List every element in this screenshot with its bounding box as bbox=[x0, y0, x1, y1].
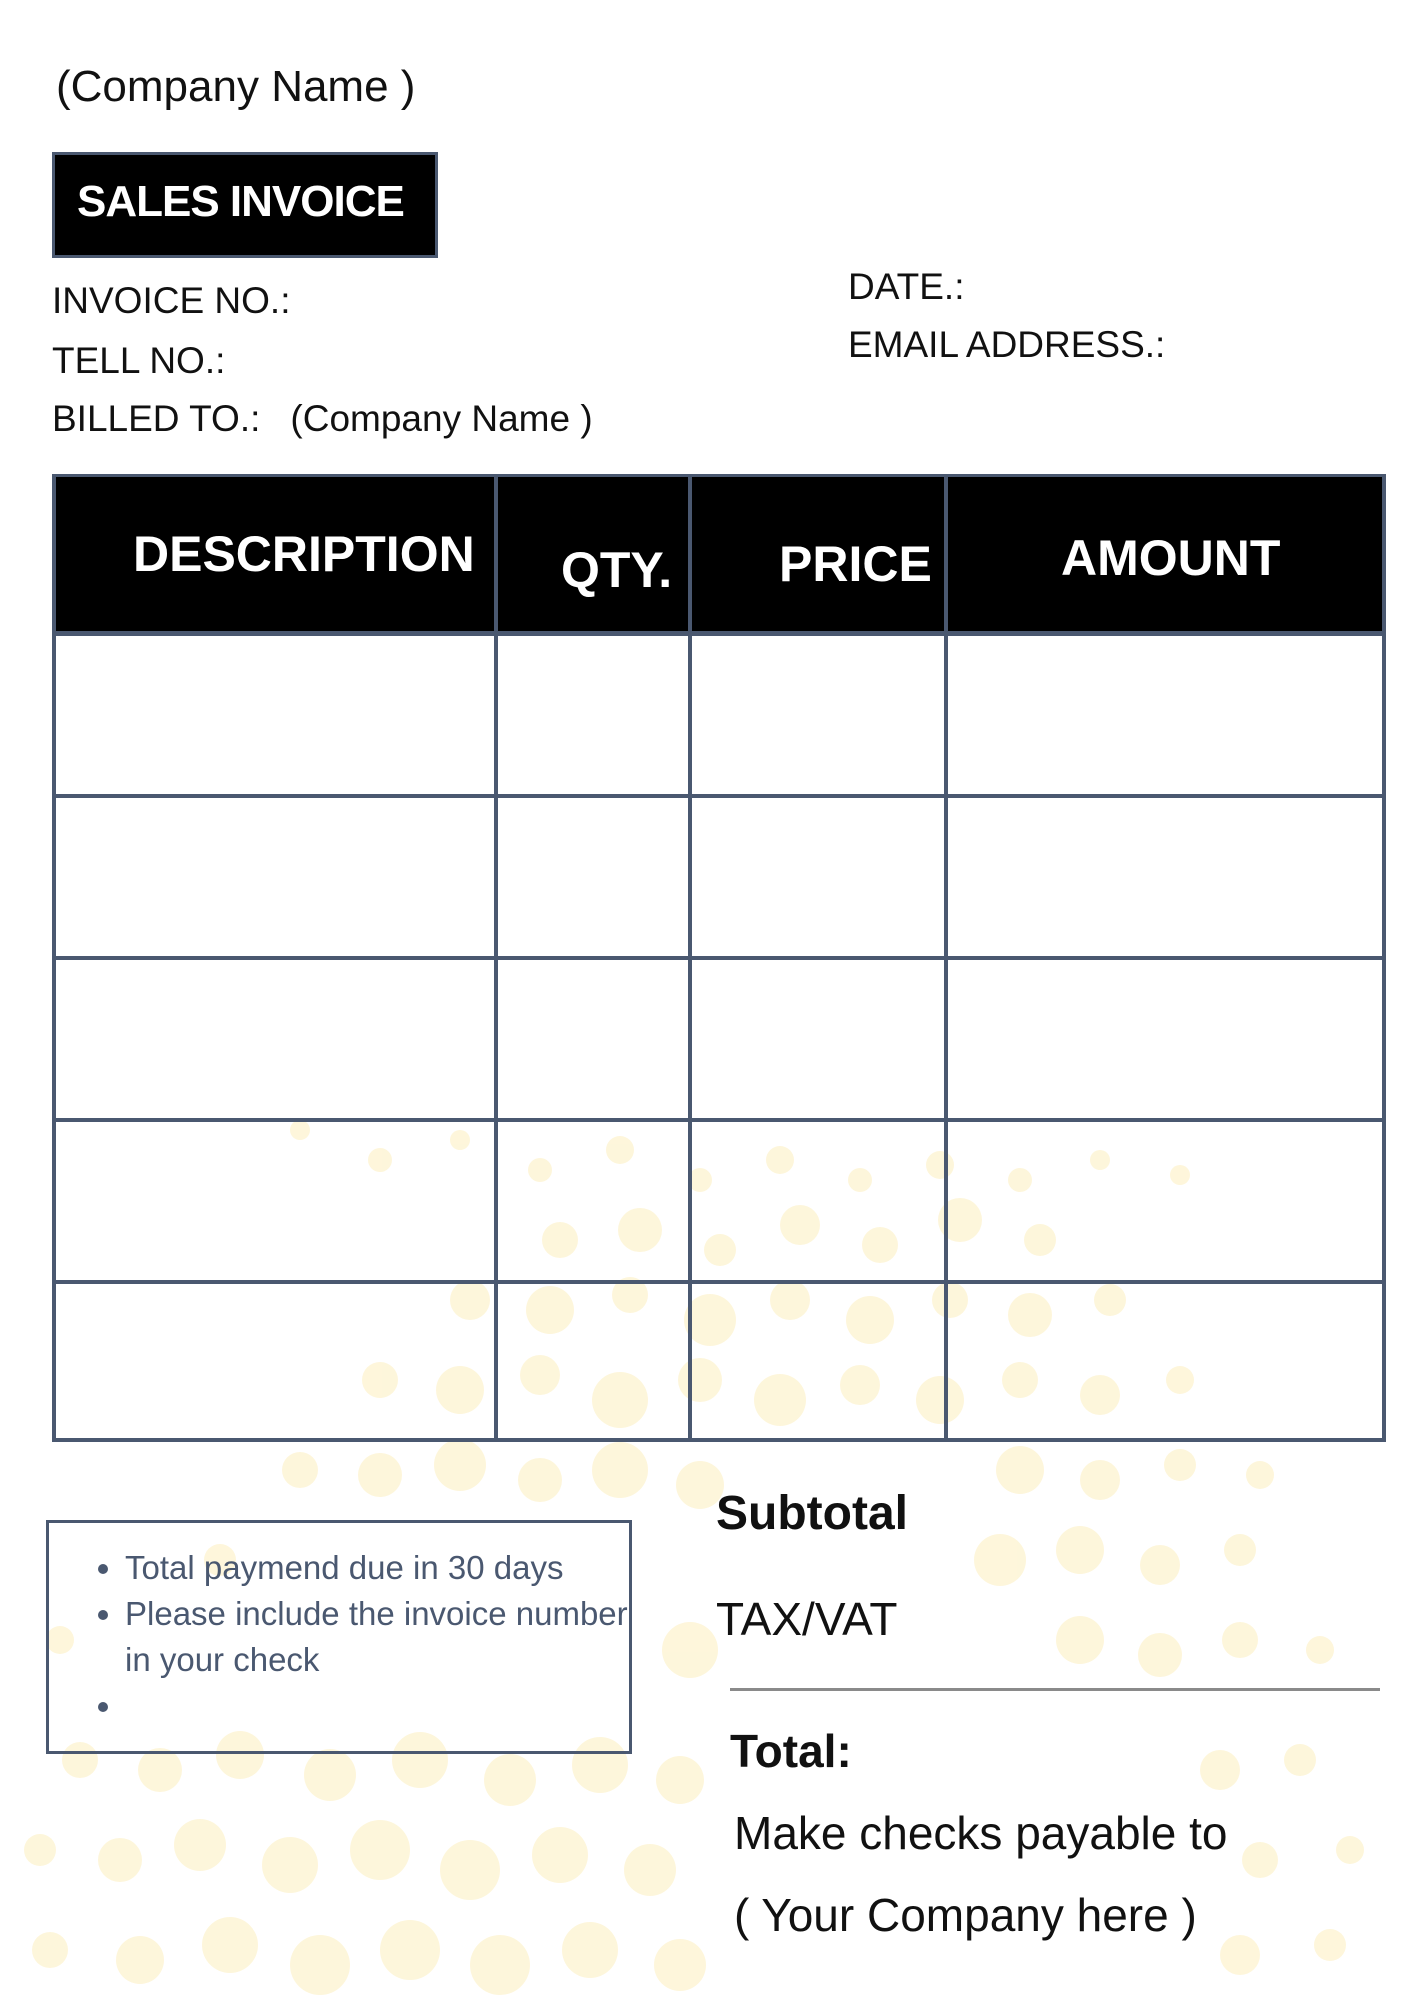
table-cell-qty[interactable] bbox=[498, 958, 690, 1120]
checks-payable-text: Make checks payable to bbox=[734, 1807, 1228, 1859]
billed-to-value: (Company Name ) bbox=[290, 398, 593, 439]
table-cell-price[interactable] bbox=[692, 796, 946, 958]
subtotal-label: Subtotal bbox=[716, 1487, 908, 1540]
table-cell-amount[interactable] bbox=[948, 1282, 1386, 1442]
row-divider bbox=[52, 1280, 1386, 1284]
total-label: Total: bbox=[730, 1725, 852, 1777]
table-row bbox=[52, 1282, 1386, 1442]
invoice-no-label: INVOICE NO.: bbox=[52, 280, 291, 321]
company-name-header: (Company Name ) bbox=[56, 62, 416, 111]
tax-vat-label: TAX/VAT bbox=[716, 1593, 898, 1645]
billed-to-label: BILLED TO.: bbox=[52, 398, 261, 439]
column-header-qty: QTY. bbox=[561, 542, 673, 598]
table-cell-amount[interactable] bbox=[948, 958, 1386, 1120]
table-cell-description[interactable] bbox=[52, 1120, 496, 1282]
table-cell-amount[interactable] bbox=[948, 1120, 1386, 1282]
table-row bbox=[52, 796, 1386, 958]
table-cell-price[interactable] bbox=[692, 958, 946, 1120]
column-header-price: PRICE bbox=[779, 536, 932, 592]
date-label: DATE.: bbox=[848, 266, 965, 307]
table-cell-description[interactable] bbox=[52, 958, 496, 1120]
table-header-row bbox=[52, 474, 1386, 634]
table-cell-description[interactable] bbox=[52, 1282, 496, 1442]
row-divider bbox=[52, 794, 1386, 798]
table-cell-qty[interactable] bbox=[498, 1120, 690, 1282]
table-cell-qty[interactable] bbox=[498, 1282, 690, 1442]
table-cell-amount[interactable] bbox=[948, 796, 1386, 958]
table-cell-description[interactable] bbox=[52, 796, 496, 958]
note-item bbox=[125, 1683, 629, 1729]
table-row bbox=[52, 958, 1386, 1120]
line-items-table bbox=[52, 474, 1386, 1442]
row-divider bbox=[52, 1118, 1386, 1122]
note-item: • Total paymend due in 30 days bbox=[125, 1545, 629, 1591]
row-divider bbox=[52, 632, 1386, 636]
table-cell-price[interactable] bbox=[692, 634, 946, 796]
payment-notes-box bbox=[46, 1520, 632, 1754]
table-row bbox=[52, 634, 1386, 796]
column-header-amount: AMOUNT bbox=[1061, 530, 1281, 586]
table-row bbox=[52, 1120, 1386, 1282]
table-cell-description[interactable] bbox=[52, 634, 496, 796]
table-border-bottom bbox=[52, 1438, 1386, 1442]
table-cell-qty[interactable] bbox=[498, 796, 690, 958]
invoice-title: SALES INVOICE bbox=[77, 177, 404, 226]
row-divider bbox=[52, 956, 1386, 960]
payment-notes-list bbox=[49, 1523, 629, 1729]
column-header-description: DESCRIPTION bbox=[133, 526, 475, 582]
invoice-title-box bbox=[52, 152, 438, 258]
table-cell-qty[interactable] bbox=[498, 634, 690, 796]
payable-company-name: ( Your Company here ) bbox=[734, 1889, 1197, 1941]
note-item: • Please include the invoice number in your check bbox=[125, 1591, 629, 1683]
billed-to-line bbox=[52, 398, 593, 440]
email-address-label: EMAIL ADDRESS.: bbox=[848, 324, 1166, 365]
table-cell-amount[interactable] bbox=[948, 634, 1386, 796]
table-cell-price[interactable] bbox=[692, 1120, 946, 1282]
table-cell-price[interactable] bbox=[692, 1282, 946, 1442]
tell-no-label: TELL NO.: bbox=[52, 340, 226, 381]
summary-divider bbox=[730, 1688, 1380, 1691]
